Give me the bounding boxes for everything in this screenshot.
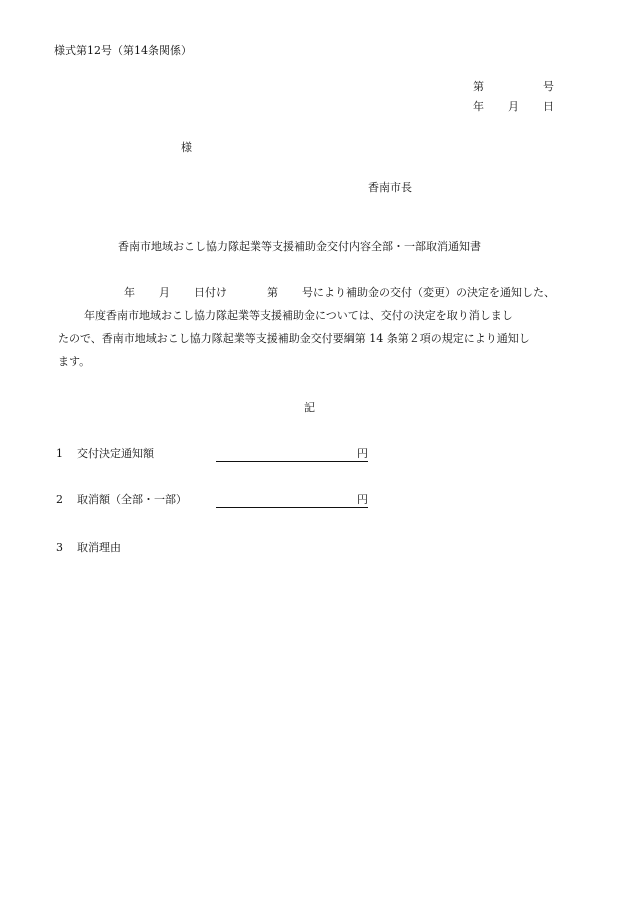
addressee-suffix: 様 [181, 141, 192, 154]
item-1-unit: 円 [357, 447, 368, 460]
item-2-unit: 円 [357, 493, 368, 506]
date-year: 年 [473, 100, 484, 113]
body-line-1 [124, 286, 555, 300]
document-title: 香南市地域おこし協力隊起業等支援補助金交付内容全部・一部取消通知書 [118, 240, 481, 253]
item-3-label: 取消理由 [77, 541, 121, 554]
item-1-amount-field[interactable] [216, 447, 368, 462]
body-year: 年 [124, 286, 135, 299]
item-1-number: 1 [56, 447, 63, 460]
reference-dai: 第 [473, 80, 484, 93]
body-dai: 第 [267, 286, 278, 299]
item-2-number: 2 [56, 493, 63, 506]
date-month: 月 [508, 100, 519, 113]
item-3-number: 3 [56, 541, 63, 554]
body-line-3: たので、香南市地域おこし協力隊起業等支援補助金交付要綱第 14 条第２項の規定により通知し [58, 332, 530, 345]
ki-heading: 記 [304, 401, 315, 414]
body-line-2: 年度香南市地域おこし協力隊起業等支援補助金については、交付の決定を取り消しまし [84, 309, 513, 322]
body-month: 月 [159, 286, 170, 299]
body-line-1-rest: 号により補助金の交付（変更）の決定を通知した、 [302, 286, 555, 299]
date-day: 日 [543, 100, 554, 113]
body-date-suffix: 日付け [194, 286, 227, 299]
reference-go: 号 [543, 80, 554, 93]
item-1-label: 交付決定通知額 [77, 447, 154, 460]
item-2-label: 取消額（全部・一部） [77, 493, 187, 506]
item-2-amount-field[interactable] [216, 493, 368, 508]
form-number: 様式第12号（第14条関係） [54, 44, 192, 57]
body-line-4: ます。 [58, 355, 91, 368]
sender: 香南市長 [368, 181, 412, 194]
